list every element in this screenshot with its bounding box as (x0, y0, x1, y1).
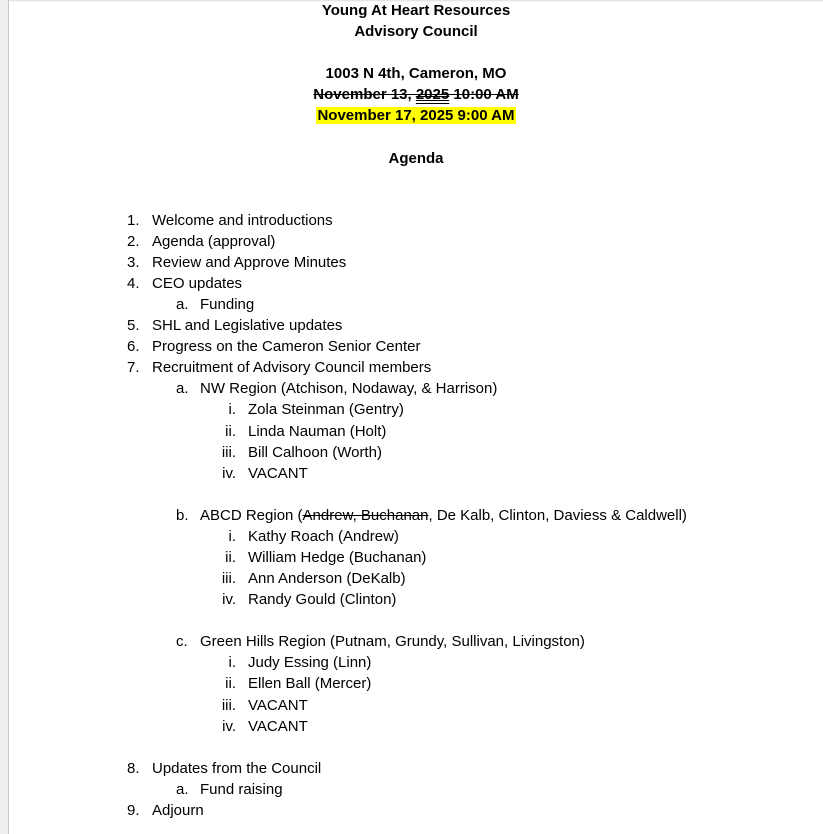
document-page[interactable] (9, 0, 823, 834)
item-roman: ii. (225, 675, 236, 692)
member-name: Zola Steinman (Gentry) (248, 401, 404, 418)
member-name: Randy Gould (Clinton) (248, 591, 397, 608)
item-roman: i. (228, 528, 236, 545)
item-number: 4. (127, 275, 140, 292)
member-name: Ann Anderson (DeKalb) (248, 570, 406, 587)
old-date-part1: November 13, (313, 86, 416, 103)
agenda-heading: Agenda (388, 150, 444, 167)
item-roman: iv. (222, 465, 236, 482)
item-roman: ii. (225, 549, 236, 566)
region-green-hills (176, 631, 585, 652)
region-abcd (176, 505, 687, 526)
member-item (228, 526, 399, 547)
item-text: Updates from the Council (152, 760, 322, 777)
old-date-struck (313, 86, 518, 103)
agenda-item (127, 357, 432, 378)
item-text: Green Hills Region (Putnam, Grundy, Sullivan, Livingston) (200, 633, 585, 650)
member-item (221, 442, 382, 463)
item-letter: c. (176, 633, 188, 650)
item-text: Adjourn (152, 802, 204, 819)
old-meeting-date (9, 84, 823, 105)
item-text: SHL and Legislative updates (152, 317, 343, 334)
item-text: Progress on the Cameron Senior Center (152, 338, 421, 355)
new-meeting-date: November 17, 2025 9:00 AM (317, 107, 515, 124)
member-item (228, 652, 372, 673)
member-item (225, 673, 372, 694)
agenda-item (127, 210, 333, 231)
item-letter: a. (176, 781, 189, 798)
region-text-struck: Andrew, Buchanan (302, 507, 429, 524)
item-text: Welcome and introductions (152, 212, 333, 229)
item-number: 2. (127, 233, 140, 250)
agenda-item (127, 800, 204, 821)
old-date-part2: 10:00 AM (449, 86, 519, 103)
member-name: Judy Essing (Linn) (248, 654, 372, 671)
member-name: Bill Calhoon (Worth) (248, 444, 382, 461)
item-roman: ii. (225, 423, 236, 440)
new-meeting-date-line (9, 105, 823, 126)
member-item (221, 568, 406, 589)
item-roman: iii. (221, 697, 236, 714)
agenda-item (127, 758, 322, 779)
region-text-suffix: , De Kalb, Clinton, Daviess & Caldwell) (428, 507, 687, 524)
region-text-prefix: ABCD Region ( (200, 507, 303, 524)
item-roman: iv. (222, 718, 236, 735)
item-text: CEO updates (152, 275, 243, 292)
item-number: 7. (127, 359, 140, 376)
member-name: VACANT (248, 697, 308, 714)
member-item (222, 463, 308, 484)
item-roman: iv. (222, 591, 236, 608)
member-name: VACANT (248, 465, 308, 482)
item-number: 9. (127, 802, 140, 819)
item-number: 3. (127, 254, 140, 271)
member-name: VACANT (248, 718, 308, 735)
agenda-subitem (176, 779, 283, 800)
agenda-item (127, 315, 343, 336)
agenda-item (127, 231, 276, 252)
org-title: Young At Heart Resources (321, 2, 511, 19)
item-text: Agenda (approval) (152, 233, 276, 250)
agenda-item (127, 273, 243, 294)
agenda-item (127, 336, 421, 357)
member-item (225, 547, 427, 568)
member-name: Ellen Ball (Mercer) (248, 675, 372, 692)
member-item (221, 695, 308, 716)
member-item (228, 399, 404, 420)
item-roman: iii. (221, 570, 236, 587)
meeting-address: 1003 N 4th, Cameron, MO (325, 65, 507, 82)
item-letter: a. (176, 296, 189, 313)
member-name: Kathy Roach (Andrew) (248, 528, 399, 545)
left-margin-gutter (0, 0, 9, 834)
item-letter: a. (176, 380, 189, 397)
agenda-item (127, 252, 347, 273)
item-letter: b. (176, 507, 189, 524)
item-number: 5. (127, 317, 140, 334)
item-number: 6. (127, 338, 140, 355)
agenda-subitem (176, 294, 255, 315)
member-name: William Hedge (Buchanan) (248, 549, 427, 566)
item-roman: i. (228, 401, 236, 418)
item-text: Fund raising (200, 781, 283, 798)
item-number: 8. (127, 760, 140, 777)
region-nw (176, 378, 498, 399)
member-name: Linda Nauman (Holt) (248, 423, 387, 440)
item-number: 1. (127, 212, 140, 229)
member-item (225, 421, 387, 442)
item-text: Review and Approve Minutes (152, 254, 347, 271)
item-text: NW Region (Atchison, Nodaway, & Harrison) (200, 380, 498, 397)
item-roman: i. (228, 654, 236, 671)
item-text: Recruitment of Advisory Council members (152, 359, 432, 376)
member-item (222, 589, 397, 610)
old-date-year[interactable]: 2025 (415, 86, 450, 103)
item-text: Funding (200, 296, 255, 313)
council-title: Advisory Council (354, 23, 478, 40)
member-item (222, 716, 308, 737)
item-roman: iii. (221, 444, 236, 461)
